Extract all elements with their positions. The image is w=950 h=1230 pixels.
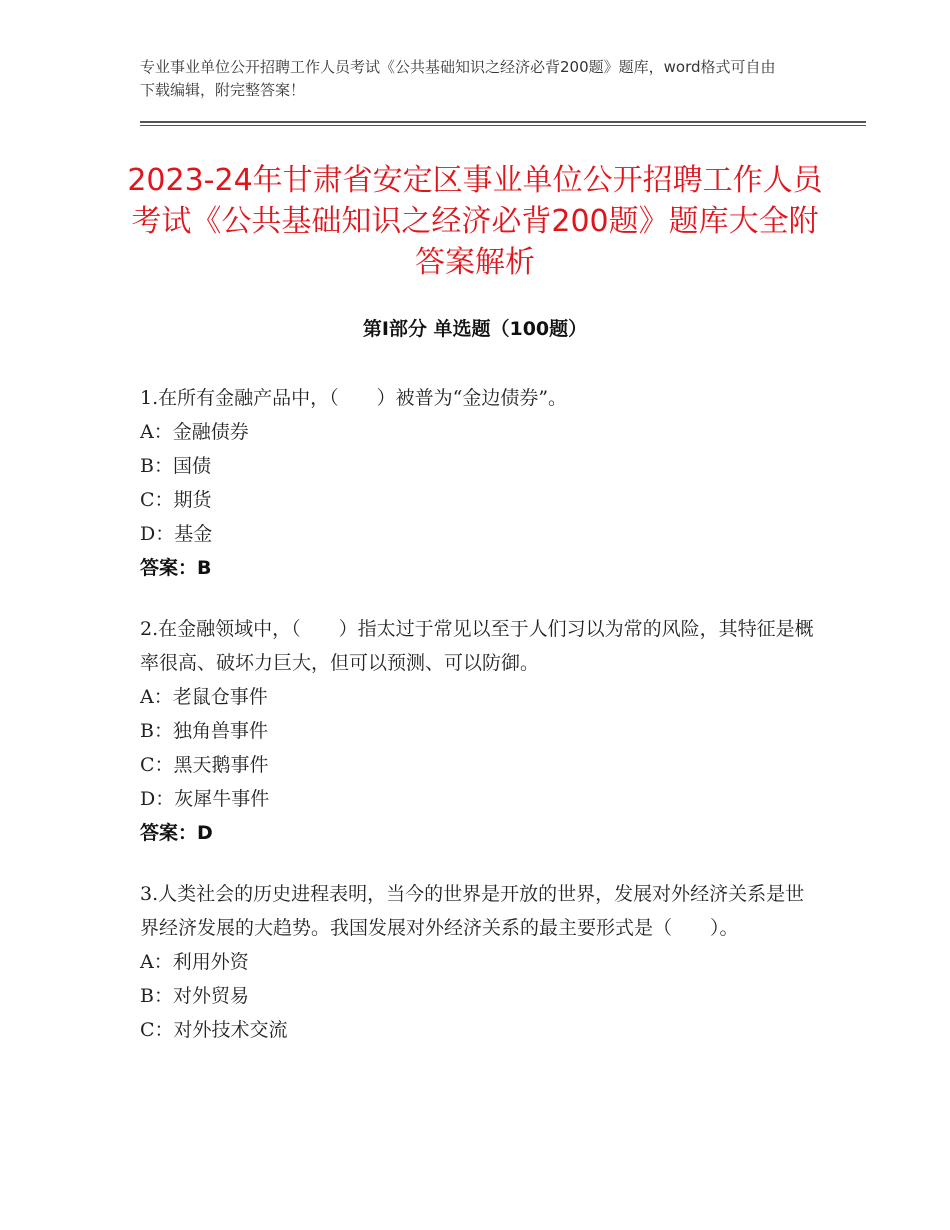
document-title: 2023-24年甘肃省安定区事业单位公开招聘工作人员考试《公共基础知识之经济必背200题》题库大全附答案解析: [127, 163, 823, 280]
question-1: [140, 381, 820, 585]
option-d: D：灰犀牛事件: [140, 788, 270, 810]
option-c: C：黑天鹅事件: [140, 754, 269, 776]
answer-line: 答案：B: [140, 557, 212, 579]
header-rule-thin: [140, 125, 866, 126]
question-3: [140, 877, 820, 1047]
option-a: A：金融债券: [140, 421, 249, 443]
question-stem: 3.人类社会的历史进程表明，当今的世界是开放的世界，发展对外经济关系是世界经济发展的大趋势。我国发展对外经济关系的最主要形式是（ ）。: [140, 883, 805, 939]
option-a: A：利用外资: [140, 951, 249, 973]
option-b: B：对外贸易: [140, 985, 249, 1007]
option-a: A：老鼠仓事件: [140, 686, 268, 708]
option-d: D：基金: [140, 523, 213, 545]
option-b: B：国债: [140, 455, 211, 477]
answer-line: 答案：D: [140, 822, 213, 844]
option-c: C：期货: [140, 489, 212, 511]
question-stem: 1.在所有金融产品中，（ ）被普为“金边债券”。: [140, 387, 568, 409]
question-2: [140, 612, 820, 850]
section-title: 第Ⅰ部分 单选题（100题）: [362, 318, 588, 340]
option-b: B：独角兽事件: [140, 720, 268, 742]
question-list: [140, 381, 820, 1074]
option-c: C：对外技术交流: [140, 1019, 288, 1041]
header-rule-thick: [140, 121, 866, 123]
header-note: 专业事业单位公开招聘工作人员考试《公共基础知识之经济必背200题》题库，word格式可自由下载编辑，附完整答案！: [140, 58, 776, 99]
question-stem: 2.在金融领域中，（ ）指太过于常见以至于人们习以为常的风险，其特征是概率很高、破坏力巨大，但可以预测、可以防御。: [140, 618, 814, 674]
